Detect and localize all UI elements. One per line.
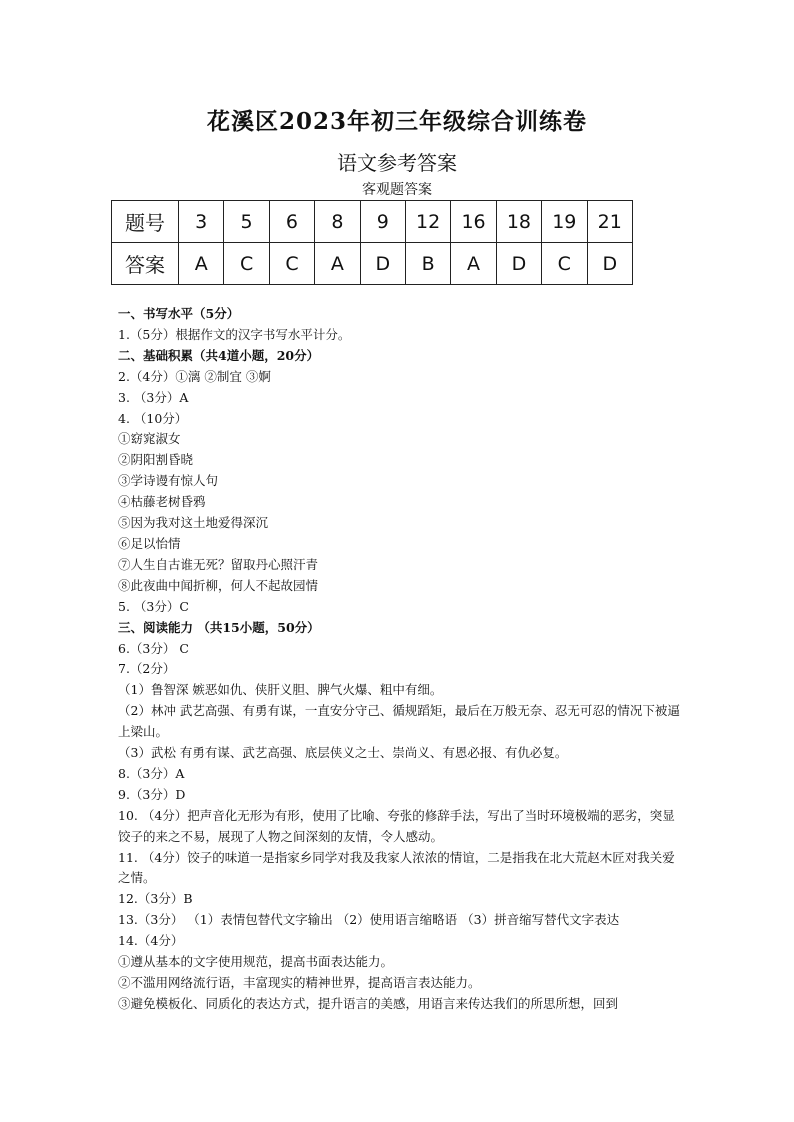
section-heading: 一、书写水平（5分）	[118, 306, 240, 321]
answer-cell: A	[179, 243, 224, 285]
question-number-cell: 5	[224, 201, 269, 243]
answer-line: ①遵从基本的文字使用规范，提高书面表达能力。	[118, 954, 394, 970]
answer-line: ②阴阳割昏晓	[118, 452, 194, 468]
answer-line: ⑥足以怡情	[118, 535, 181, 551]
answer-line: ⑦人生自古谁无死？留取丹心照汗青	[118, 556, 319, 572]
answer-line: 12.（3分）B	[118, 891, 193, 907]
answer-cell: B	[405, 243, 450, 285]
answer-line: 5. （3分）C	[118, 598, 189, 614]
question-number-cell: 16	[451, 201, 496, 243]
row-header-answer: 答案	[112, 243, 179, 285]
answer-cell: C	[269, 243, 314, 285]
answer-line: 11. （4分）饺子的味道一是指家乡同学对我及我家人浓浓的情谊，二是指我在北大荒赵木匠对我关爱之情。	[118, 849, 675, 886]
objective-answer-table	[111, 200, 633, 285]
answer-line: 2.（4分）①漓 ②制宜 ③婀	[118, 368, 271, 384]
answer-line: 4. （10分）	[118, 410, 188, 426]
answer-line: （2）林冲 武艺高强、有勇有谋，一直安分守己、循规蹈矩，最后在万般无奈、忍无可忍的情况下被逼上梁山。	[118, 703, 680, 740]
page-title: 花溪区2023年初三年级综合训练卷	[206, 108, 587, 135]
question-number-cell: 19	[542, 201, 587, 243]
answer-line: 1.（5分）根据作文的汉字书写水平计分。	[118, 326, 351, 342]
answer-line: 14.（4分）	[118, 933, 184, 949]
answer-line: ①窈窕淑女	[118, 431, 181, 447]
row-header-number: 题号	[112, 201, 179, 243]
answer-line: ③避免模板化、同质化的表达方式，提升语言的美感，用语言来传达我们的所思所想，回到	[118, 995, 619, 1011]
question-number-row	[112, 201, 633, 243]
question-number-cell: 9	[360, 201, 405, 243]
answer-line: ③学诗谩有惊人句	[118, 473, 219, 489]
answer-line: （3）武松 有勇有谋、武艺高强、底层侠义之士、崇尚义、有恩必报、有仇必复。	[118, 745, 568, 761]
answer-line: 8.（3分）A	[118, 765, 185, 781]
answer-line: 10. （4分）把声音化无形为有形，使用了比喻、夸张的修辞手法，写出了当时环境极端的恶劣，突显饺子的来之不易，展现了人物之间深刻的友情，令人感动。	[118, 807, 675, 844]
answer-row	[112, 243, 633, 285]
question-number-cell: 6	[269, 201, 314, 243]
answer-cell: A	[451, 243, 496, 285]
answer-cell: D	[587, 243, 632, 285]
answer-line: ④枯藤老树昏鸦	[118, 494, 206, 510]
question-number-cell: 21	[587, 201, 632, 243]
answer-line: （1）鲁智深 嫉恶如仇、侠肝义胆、脾气火爆、粗中有细。	[118, 682, 443, 698]
question-number-cell: 3	[179, 201, 224, 243]
answer-line: 6.（3分） C	[118, 640, 189, 656]
question-number-cell: 8	[315, 201, 360, 243]
answer-line: ⑧此夜曲中闻折柳，何人不起故园情	[118, 577, 319, 593]
answer-line: 13.（3分） （1）表情包替代文字输出 （2）使用语言缩略语 （3）拼音缩写替代文字表达	[118, 912, 620, 928]
table-caption: 客观题答案	[362, 182, 432, 198]
question-number-cell: 18	[496, 201, 541, 243]
answer-cell: C	[542, 243, 587, 285]
answer-line: 9.（3分）D	[118, 786, 186, 802]
section-heading: 二、基础积累（共4道小题，20分）	[118, 347, 320, 363]
answer-body	[118, 304, 684, 1015]
answer-cell: D	[496, 243, 541, 285]
answer-cell: D	[360, 243, 405, 285]
section-heading: 三、阅读能力 （共15小题，50分）	[118, 619, 320, 635]
answer-cell: A	[315, 243, 360, 285]
answer-cell: C	[224, 243, 269, 285]
answer-line: 3. （3分）A	[118, 389, 189, 405]
answer-line: 7.（2分）	[118, 661, 176, 677]
page-subtitle: 语文参考答案	[337, 151, 457, 175]
question-number-cell: 12	[405, 201, 450, 243]
answer-line: ②不滥用网络流行语，丰富现实的精神世界，提高语言表达能力。	[118, 975, 481, 990]
answer-line: ⑤因为我对这土地爱得深沉	[118, 515, 269, 531]
